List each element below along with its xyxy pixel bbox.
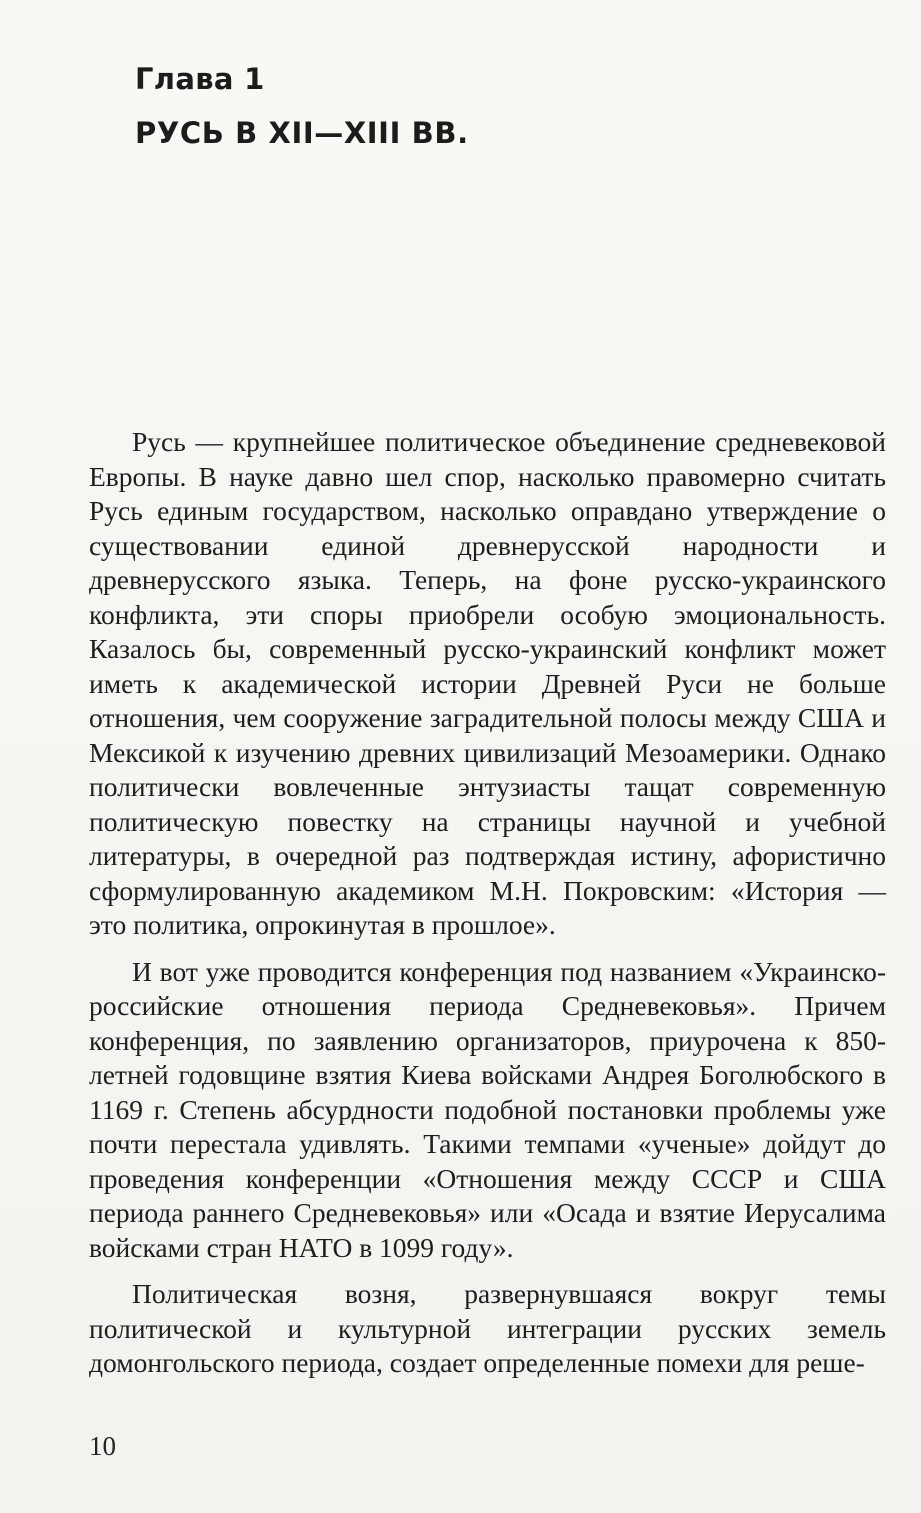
- page-number: 10: [89, 1431, 116, 1461]
- chapter-body: [89, 425, 886, 1393]
- paragraph: И вот уже проводится конференция под названием «Украинско-российские отношения периода Средневековья». Причем конференция, по заявлению организаторов, приурочена к 850-летней годовщине взятия Киева войсками Андрея Боголюбского в 1169 г. Степень абсурдности подобной постановки проблемы уже почти перестала удивлять. Такими темпами «ученые» дойдут до проведения конференции «Отношения между СССР и США периода раннего Средневековья» или «Осада и взятие Иерусалима войсками стран НАТО в 1099 году».: [89, 955, 886, 1263]
- chapter-title: РУСЬ В XII—XIII ВВ.: [135, 116, 469, 150]
- paragraph: Русь — крупнейшее политическое объединение средневековой Европы. В науке давно шел спор, насколько правомерно считать Русь единым государством, насколько оправдано утверждение о существовании единой древнерусской народности и древнерусского языка. Теперь, на фоне русско-украинского конфликта, эти споры приобрели особую эмоциональность. Казалось бы, современный русско-украинский конфликт может иметь к академической истории Древней Руси не больше отношения, чем сооружение заградительной полосы между США и Мексикой к изучению древних цивилизаций Мезоамерики. Однако политически вовлеченные энтузиасты тащат современную политическую повестку на страницы научной и учебной литературы, в очередной раз подтверждая истину, афористично сформулированную академиком М.Н. Покровским: «История — это политика, опрокинутая в прошлое».: [89, 426, 886, 940]
- chapter-header: [135, 52, 469, 160]
- chapter-label: Глава 1: [135, 62, 265, 96]
- paragraph: Политическая возня, развернувшаяся вокруг темы политической и культурной интеграции русских земель домонгольского периода, создает определенные помехи для реше-: [89, 1278, 886, 1378]
